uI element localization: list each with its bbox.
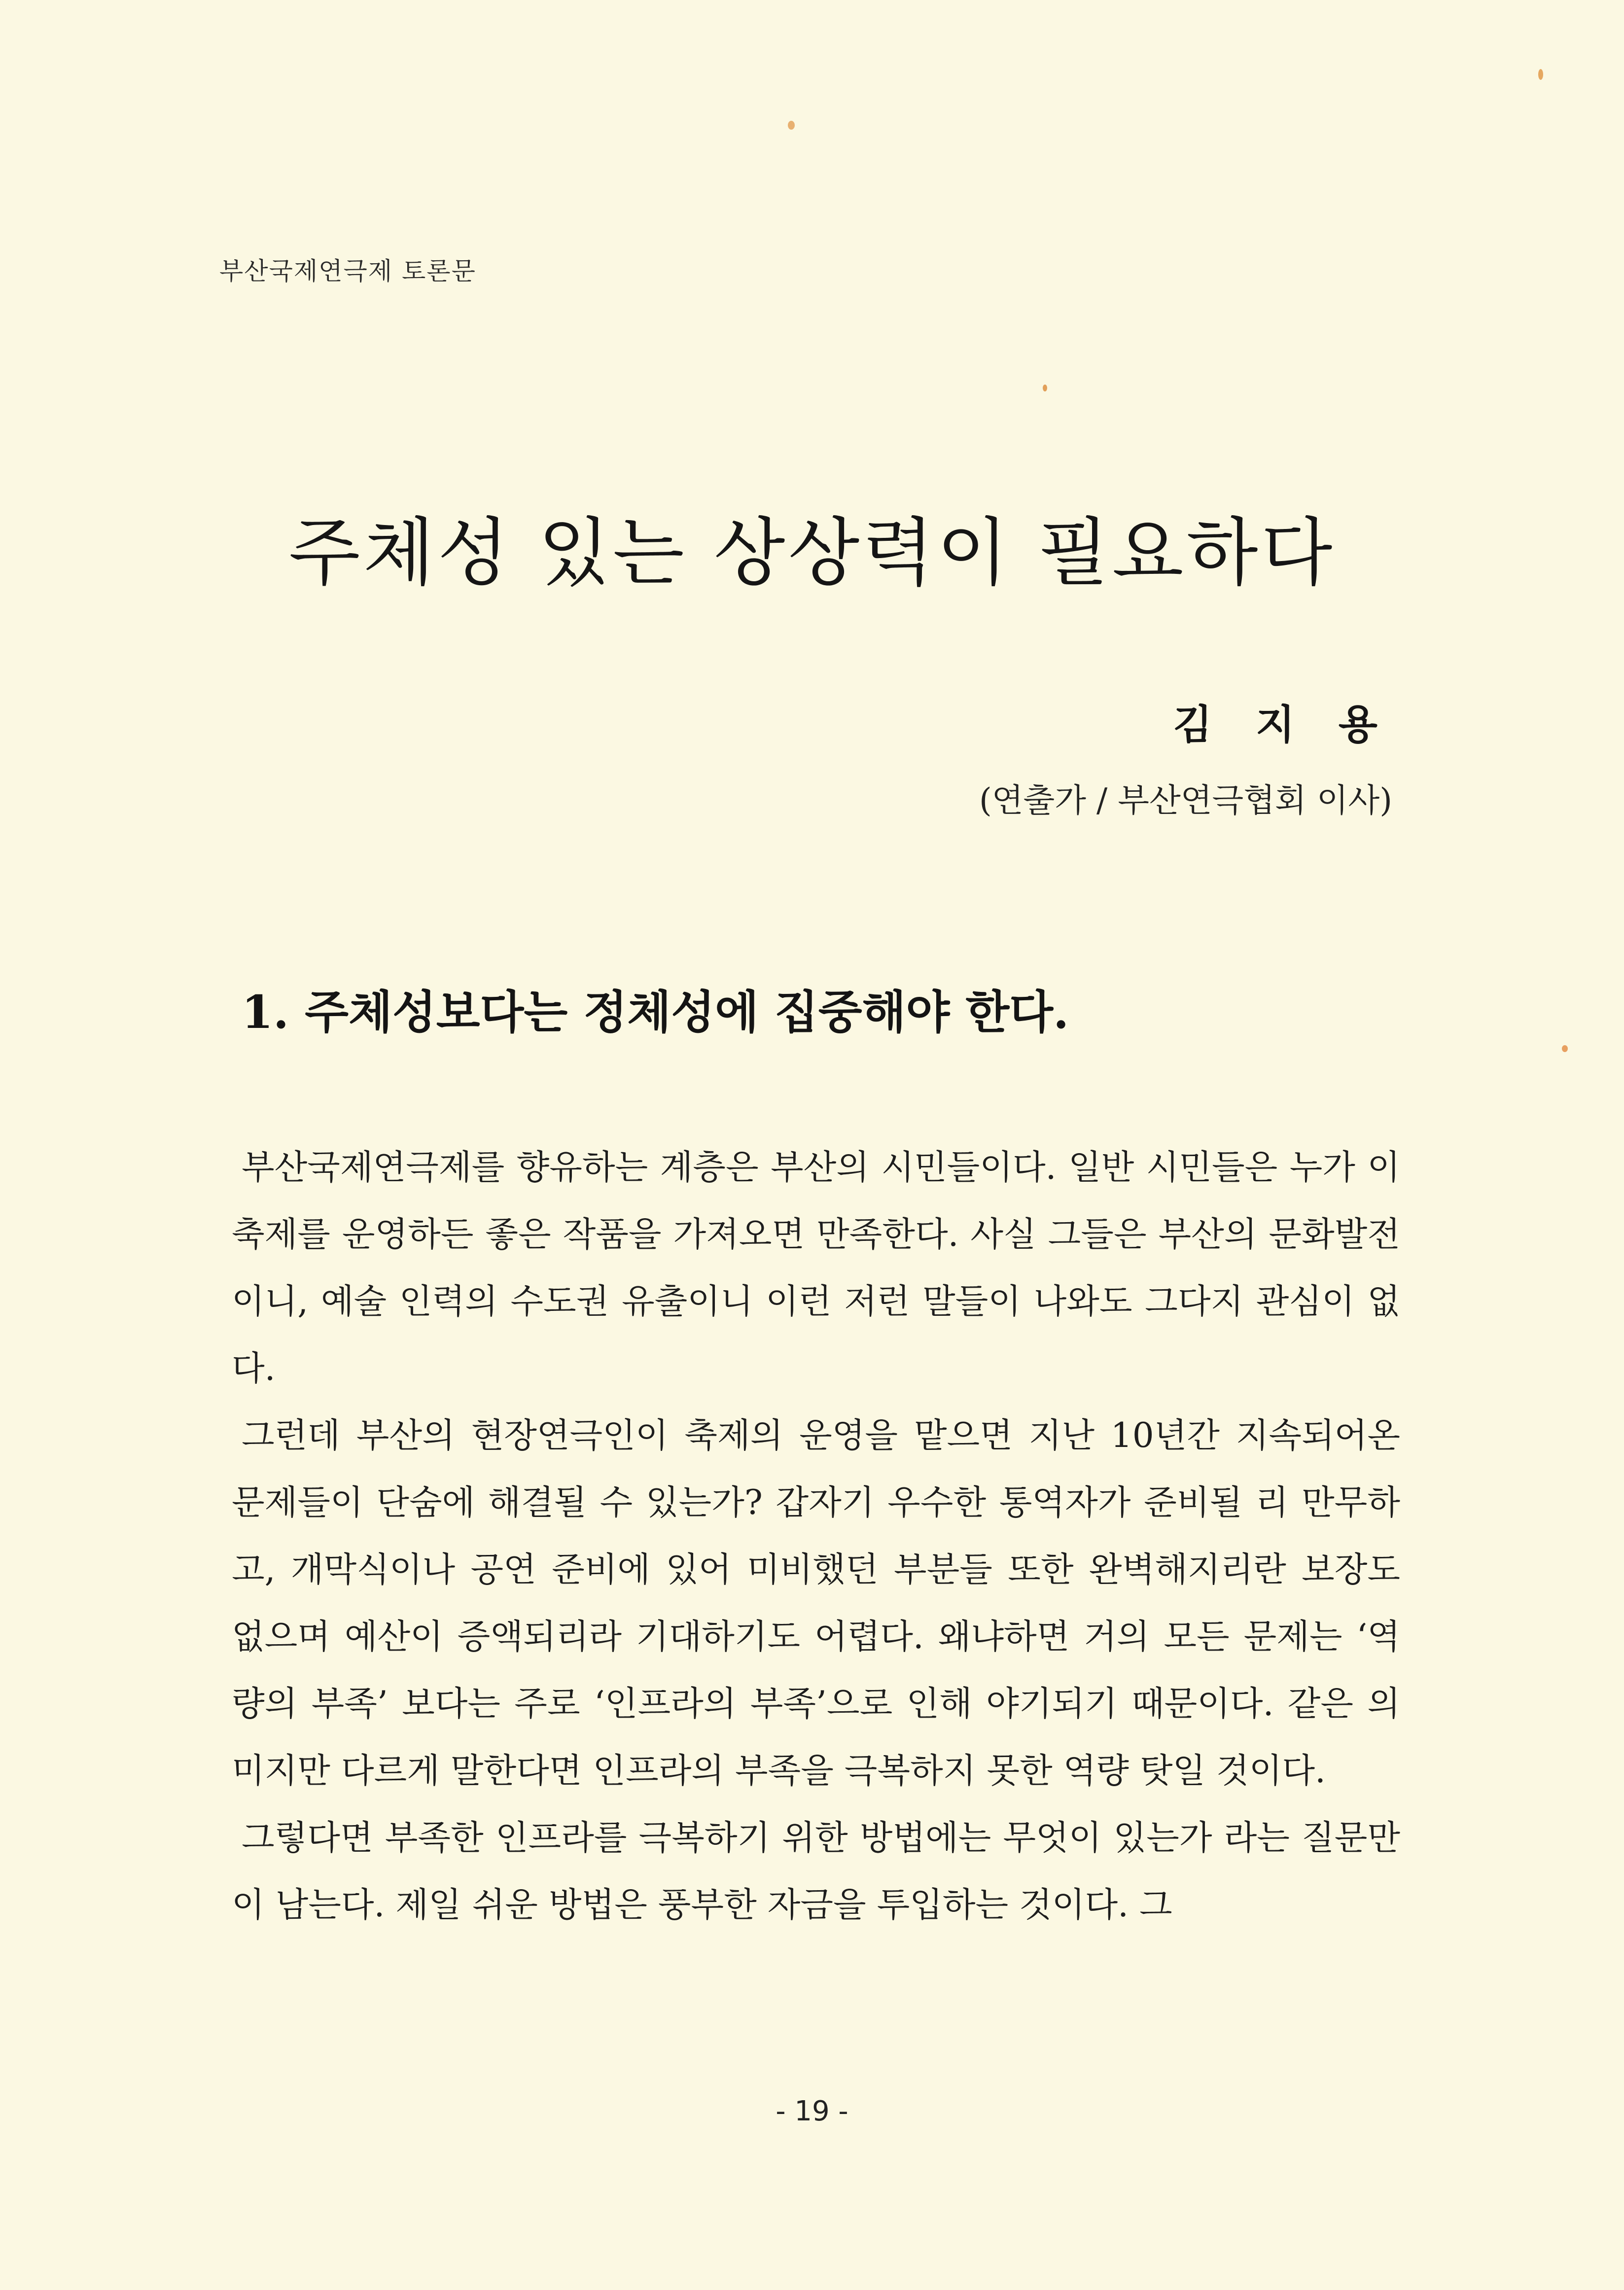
page-number: - 19 -: [776, 2095, 848, 2127]
paragraph: 그렇다면 부족한 인프라를 극복하기 위한 방법에는 무엇이 있는가 라는 질문만이 남는다. 제일 쉬운 방법은 풍부한 자금을 투입하는 것이다. 그: [232, 1818, 1400, 1925]
scan-speck: [1538, 69, 1543, 80]
body-text: [232, 1134, 1400, 1938]
document-title: 주체성 있는 상상력이 필요하다: [288, 510, 1336, 596]
paragraph: 부산국제연극제를 향유하는 계층은 부산의 시민들이다. 일반 시민들은 누가 이 축제를 운영하든 좋은 작품을 가져오면 만족한다. 사실 그들은 부산의 문화발전이니, 예술 인력의 수도권 유출이니 이런 저런 말들이 나와도 그다지 관심이 없다.: [232, 1148, 1400, 1388]
scan-speck: [788, 121, 795, 130]
scan-speck: [1043, 385, 1047, 391]
section-heading: 1. 주체성보다는 정체성에 집중해야 한다.: [242, 986, 1069, 1039]
header-label: 부산국제연극제 토론문: [219, 257, 476, 285]
scan-speck: [1562, 1045, 1568, 1052]
author-affiliation: (연출가 / 부산연극협회 이사): [979, 781, 1392, 819]
author-name: 김 지 용: [1173, 701, 1392, 748]
paragraph: 그런데 부산의 현장연극인이 축제의 운영을 맡으면 지난 10년간 지속되어온 문제들이 단숨에 해결될 수 있는가? 갑자기 우수한 통역자가 준비될 리 만무하고, 개막식이나 공연 준비에 있어 미비했던 부분들 또한 완벽해지리란 보장도 없으며 예산이 증액되리라 기대하기도 어렵다. 왜냐하면 거의 모든 문제는 ‘역량의 부족’ 보다는 주로 ‘인프라의 부족’으로 인해 야기되기 때문이다. 같은 의미지만 다르게 말한다면 인프라의 부족을 극복하지 못한 역량 탓일 것이다.: [232, 1416, 1400, 1791]
